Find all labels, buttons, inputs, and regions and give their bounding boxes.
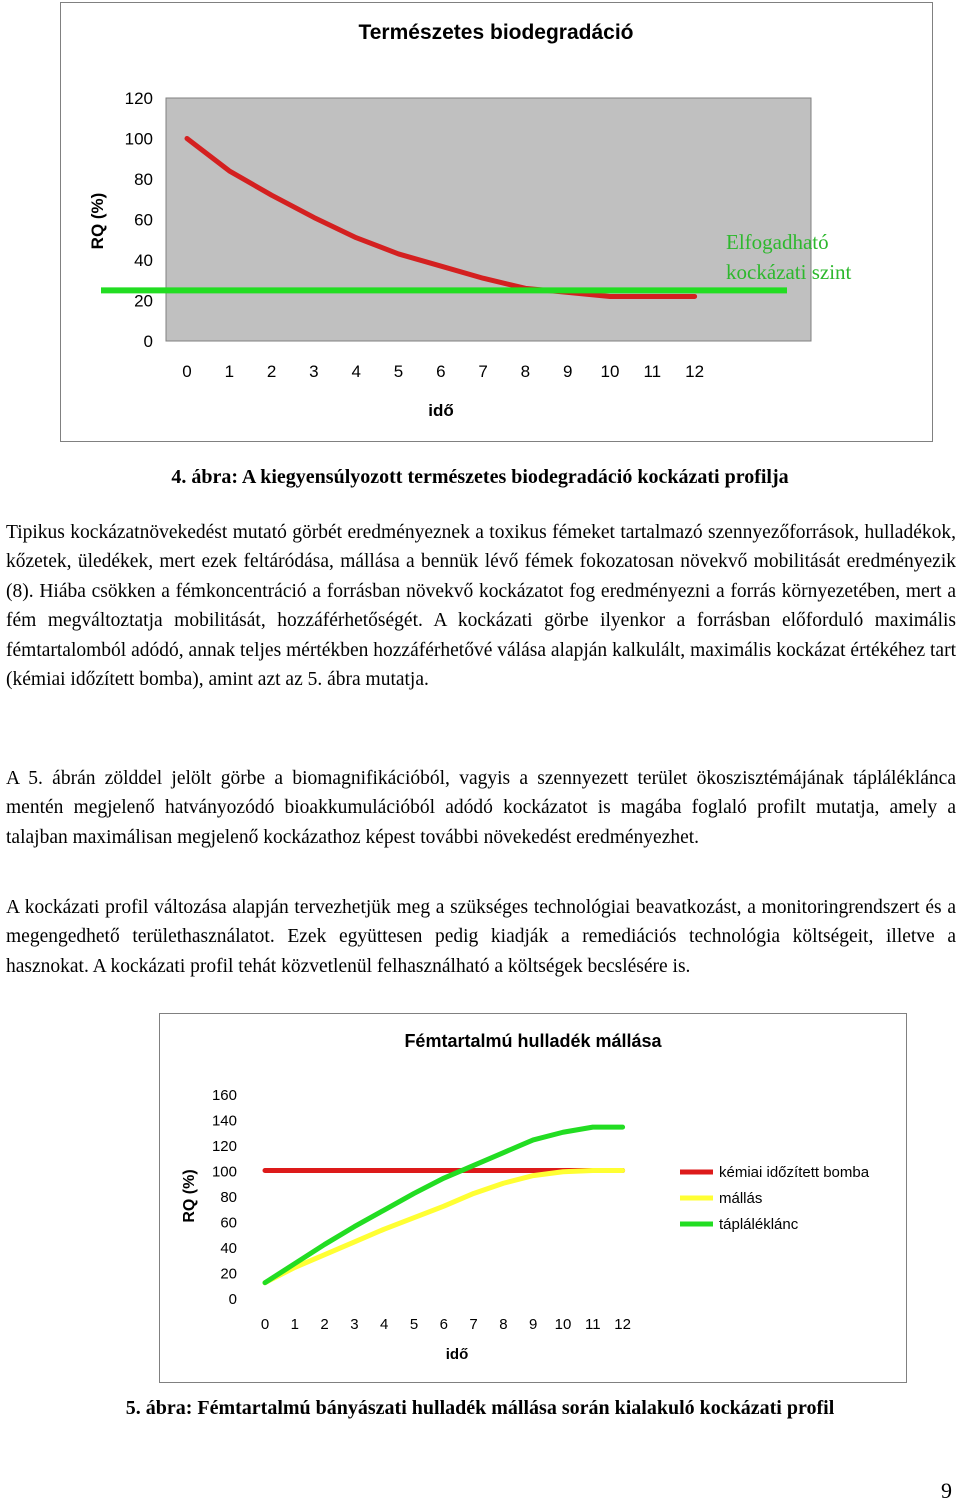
x-tick-label: 8 [499, 1316, 508, 1333]
x-tick-label: 11 [585, 1316, 601, 1333]
chart-title: Fémtartalmú hulladék mállása [404, 1031, 662, 1051]
y-tick-label: 100 [124, 129, 153, 149]
y-tick-label: 0 [143, 332, 153, 351]
figure-4-chart [60, 2, 933, 442]
x-tick-label: 6 [436, 362, 446, 381]
x-tick-label: 2 [320, 1316, 329, 1333]
x-tick-label: 1 [290, 1316, 299, 1333]
x-tick-label: 0 [182, 362, 192, 381]
y-tick-label: 40 [220, 1240, 237, 1257]
y-tick-label: 60 [134, 210, 153, 230]
y-tick-label: 140 [211, 1112, 237, 1130]
page-number: 9 [941, 1478, 952, 1503]
paragraph-1: Tipikus kockázatnövekedést mutató görbét eredményeznek a toxikus fémeket tartalmazó szennyezőforrások, hulladékok, kőzetek, üledékek, mert ezek feltáródása, mállása a bennük lévő fémek fokozatosan növekvő mobilitását eredményezik (8). Hiába csökken a fémkoncentráció a forrásban növekvő kockázatot fog eredményezni a forrás környezetében, mert a fém megváltoztatja mobilitását, hozzáférhetőségét. A kockázati görbe ilyenkor a forrásban előforduló maximális fémtartalomból adódó, annak teljes mértékben hozzáférhetővé válása alapján kalkulált, maximális kockázat értékéhez tart (kémiai időzített bomba), amint azt az 5. ábra mutatja. [6, 522, 956, 691]
y-tick-label: 20 [220, 1265, 237, 1283]
figure-5-svg [160, 1014, 906, 1382]
x-tick-label: 9 [562, 362, 573, 381]
x-axis-label: idő [445, 1346, 469, 1363]
annotation-acceptable-risk: kockázati szint [726, 260, 852, 284]
x-tick-label: 1 [224, 362, 235, 381]
x-tick-label: 6 [439, 1316, 448, 1333]
annotation-acceptable-risk: Elfogadható [726, 230, 829, 254]
paragraph-3: A kockázati profil változása alapján tervezhetjük meg a szükséges technológiai beavatkozást, a monitoringrendszert és a megengedhető területhasználatot. Ezek együttesen pedig kiadják a remediációs technológia költségeit, illetve a hasznokat. A kockázati profil tehát közvetlenül felhasználható a költségek becslésére is. [6, 897, 956, 977]
x-tick-label: 0 [260, 1316, 270, 1333]
y-tick-label: 80 [220, 1189, 237, 1206]
legend-label: kémiai időzített bomba [719, 1164, 870, 1181]
x-tick-label: 12 [614, 1316, 631, 1333]
y-tick-label: 0 [228, 1291, 237, 1308]
figure-5-chart [159, 1013, 907, 1383]
x-tick-label: 4 [351, 362, 361, 381]
y-tick-label: 60 [220, 1214, 237, 1232]
legend-label: tápláléklánc [719, 1216, 799, 1233]
x-tick-label: 3 [309, 362, 319, 381]
y-axis-label: RQ (%) [181, 1169, 198, 1223]
x-tick-label: 10 [554, 1316, 572, 1333]
series-line-weathering [265, 1171, 623, 1283]
x-tick-label: 4 [380, 1316, 389, 1333]
y-tick-label: 40 [134, 251, 153, 270]
chart-title: Természetes biodegradáció [358, 21, 634, 44]
plot-area [166, 98, 811, 341]
x-tick-label: 5 [409, 1316, 419, 1333]
figure-5-caption: 5. ábra: Fémtartalmú bányászati hulladék mállása során kialakuló kockázati profil [125, 1397, 835, 1419]
x-tick-label: 11 [643, 362, 662, 381]
x-tick-label: 9 [529, 1316, 538, 1333]
figure-4-caption: 4. ábra: A kiegyensúlyozott természetes biodegradáció kockázati profilja [171, 466, 789, 488]
x-tick-label: 5 [393, 362, 404, 381]
y-tick-label: 120 [124, 89, 153, 108]
y-tick-label: 20 [134, 291, 153, 311]
y-tick-label: 100 [211, 1163, 237, 1181]
figure-4-svg [61, 3, 932, 441]
y-tick-label: 120 [211, 1138, 237, 1155]
y-tick-label: 160 [211, 1087, 237, 1104]
legend-label: mállás [719, 1190, 763, 1207]
x-tick-label: 7 [469, 1316, 478, 1333]
x-tick-label: 8 [520, 362, 531, 381]
x-tick-label: 7 [478, 362, 488, 381]
x-tick-label: 2 [266, 362, 277, 381]
y-axis-label: RQ (%) [88, 192, 107, 250]
x-tick-label: 12 [685, 362, 705, 381]
x-tick-label: 3 [350, 1316, 359, 1333]
paragraph-2: A 5. ábrán zölddel jelölt görbe a biomagnifikációból, vagyis a szennyezett terület ökoszisztémájának táplálékláncа mentén megjelenő hatványozódó bioakkumulációból adódó kockázatot is magába foglaló profilt mutatja, amely a talajban maximálisan megjelenő kockázathoz képest további növekedést eredményezhet. [6, 768, 956, 848]
x-tick-label: 10 [600, 362, 620, 381]
x-axis-label: idő [428, 401, 454, 420]
y-tick-label: 80 [134, 170, 153, 189]
